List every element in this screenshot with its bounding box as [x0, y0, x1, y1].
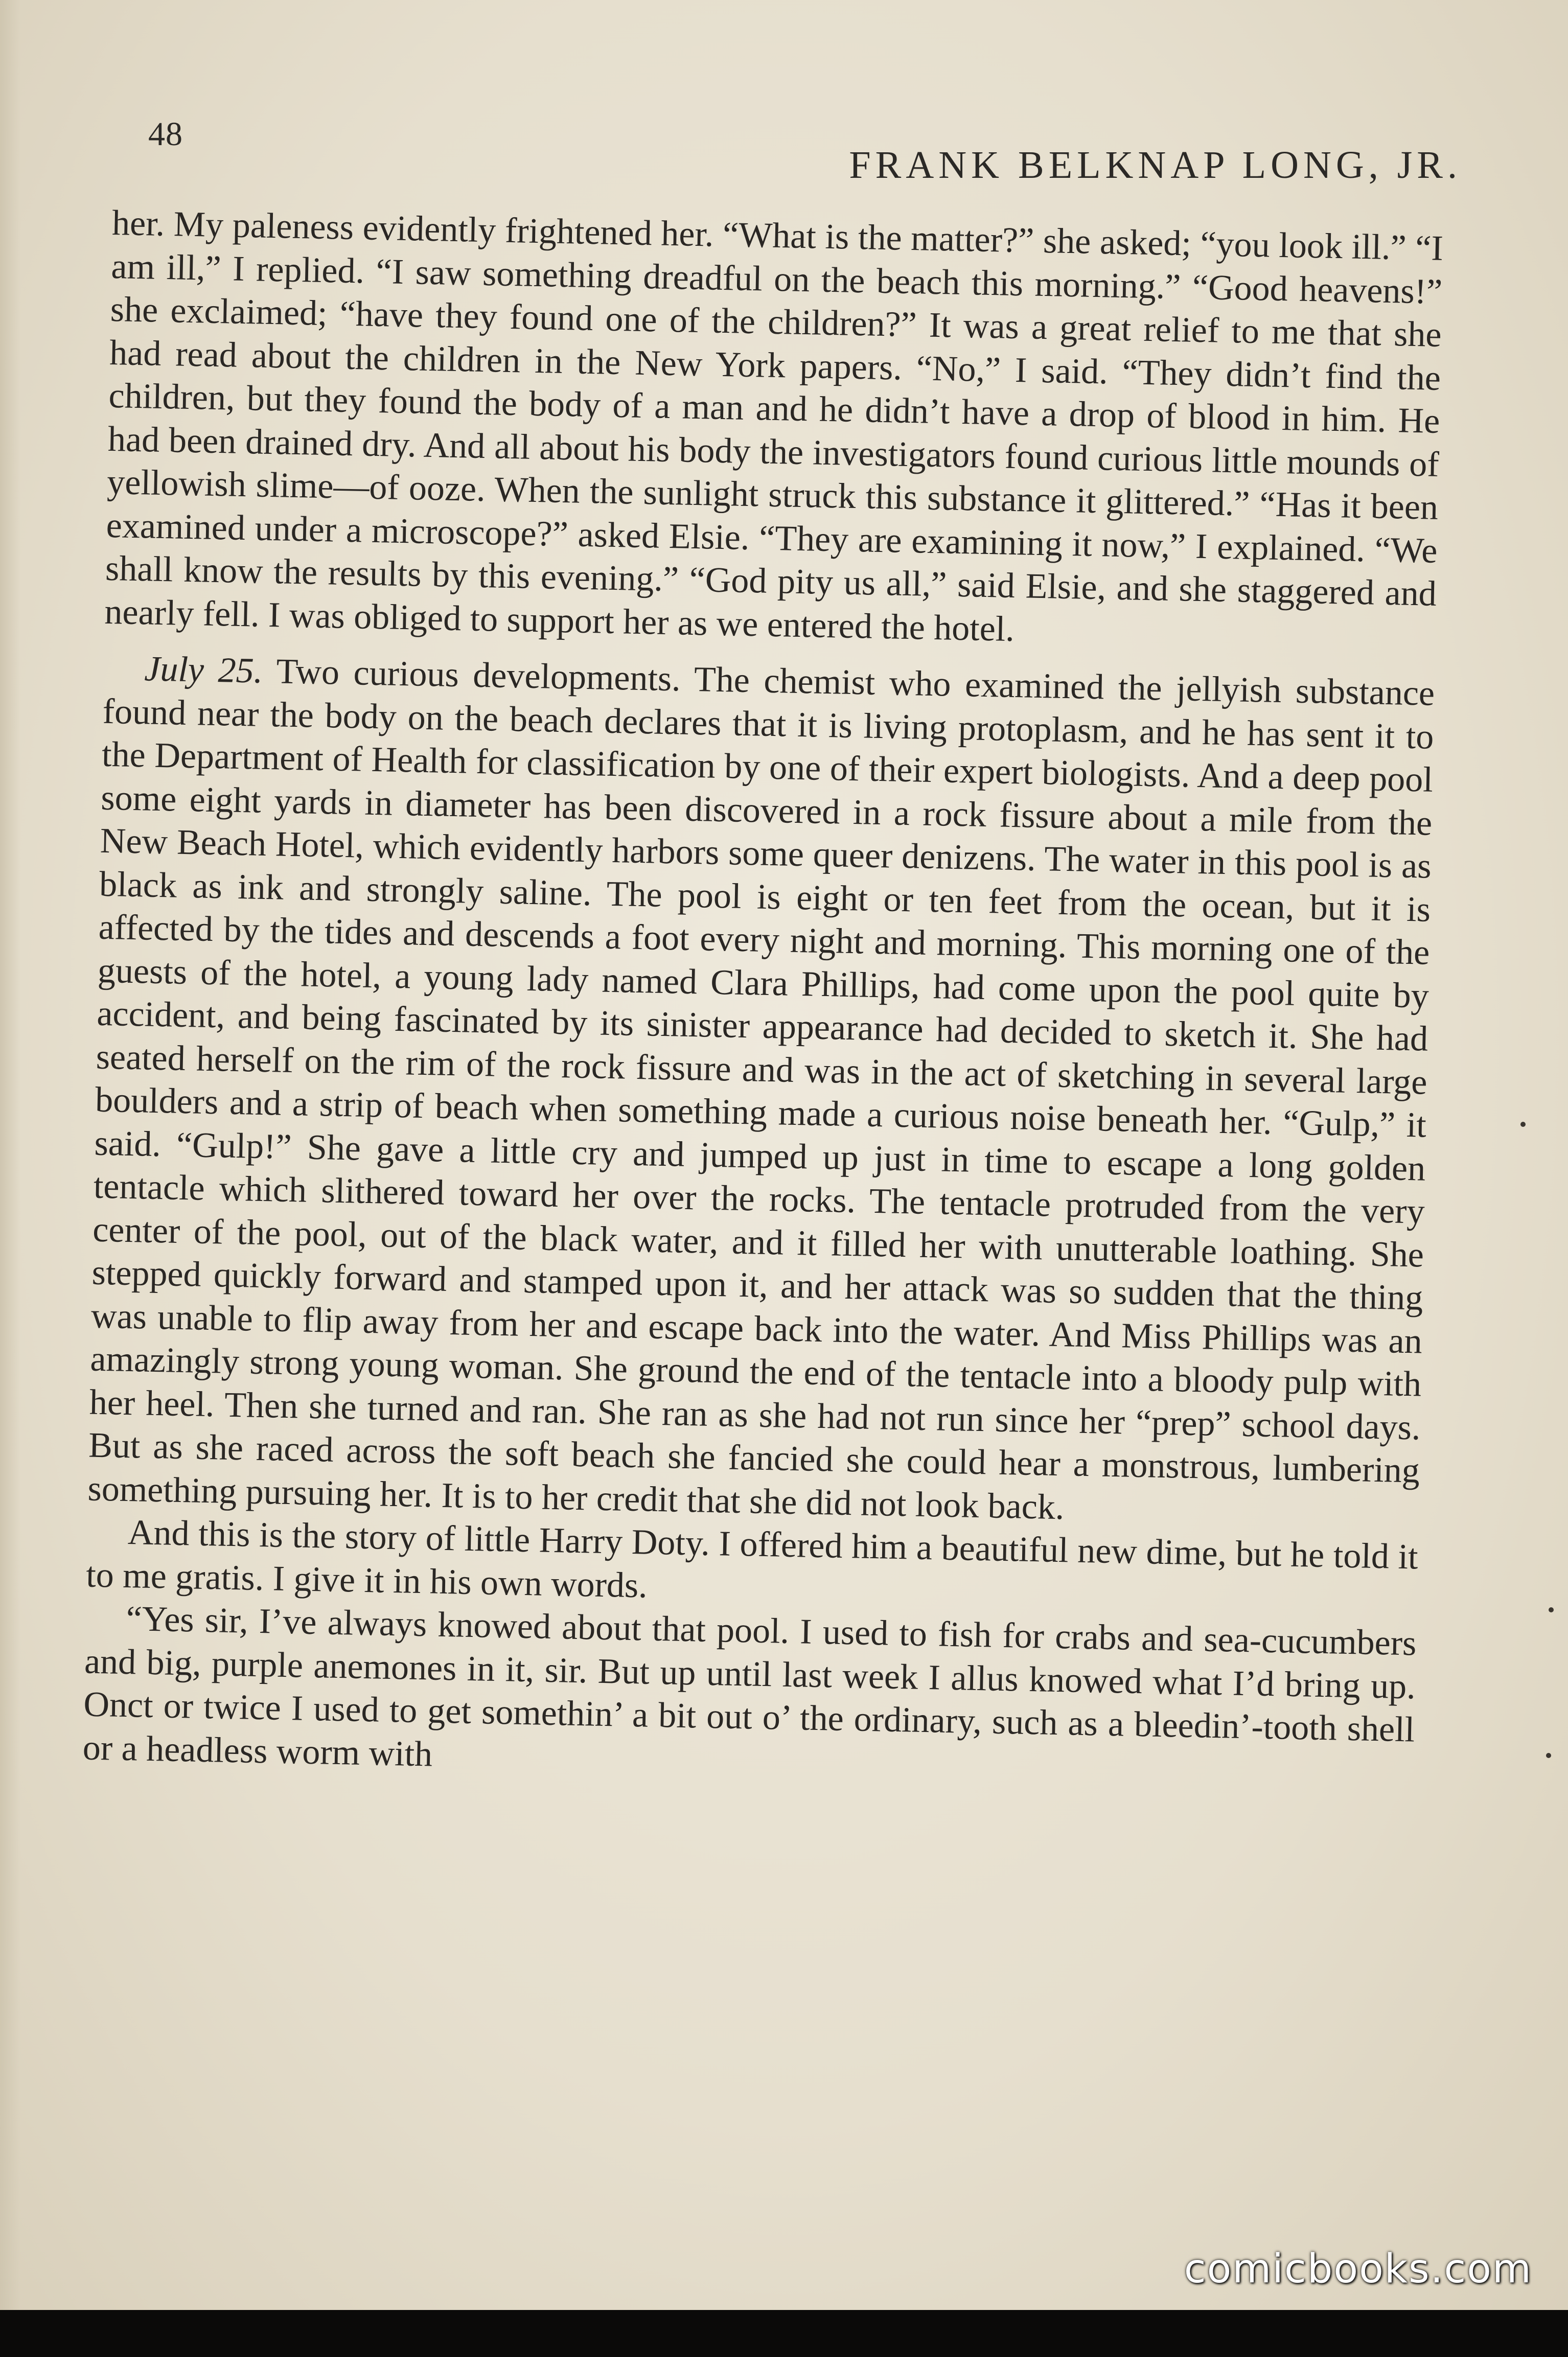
page-number: 48	[148, 115, 183, 153]
paragraph-july-25	[87, 647, 1435, 1536]
ink-speck	[1549, 1607, 1554, 1612]
paragraph-continued: her. My paleness evidently frightened her. “What is the matter?” she asked; “you look ill.” “I am ill,” I replied. “I saw something dreadful on the beach this morning.” “Good heavens!” she exclaimed; “have they found one of the children?” It was a great relief to me that she had read about the children in the New York papers. “No,” I said. “They didn’t find the children, but they found the body of a man and he didn’t have a drop of blood in him. He had been drained dry. And all about his body the investigators found curious little mounds of yellowish slime—of ooze. When the sunlight struck this substance it glittered.” “Has it been examined under a microscope?” asked Elsie. “They are examining it now,” I explained. “We shall know the results by this evening.” “God pity us all,” said Elsie, and she staggered and nearly fell. I was obliged to support her as we entered the hotel.	[104, 203, 1444, 649]
page-header	[148, 105, 1462, 187]
running-head-author: FRANK BELKNAP LONG, JR.	[849, 144, 1462, 187]
diary-date: July 25.	[144, 649, 263, 691]
watermark: comicbooks.com	[1184, 2246, 1532, 2292]
ink-speck	[1520, 1122, 1526, 1127]
ink-speck	[1546, 1753, 1551, 1758]
paragraph-july-25-text: Two curious developments. The chemist who examined the jellyish substance found near the body on the beach declares that it is living protoplasm, and he has sent it to the Department of Health for classification by one of their expert biologists. And a deep pool some eight yards in diameter has been discovered in a rock fissure about a mile from the New Beach Hotel, which evidently harbors some queer denizens. The water in this pool is as black as ink and strongly saline. The pool is eight or ten feet from the ocean, but it is affected by the tides and descends a foot every night and morning. This morning one of the guests of the hotel, a young lady named Clara Phillips, had come upon the pool quite by accident, and being fascinated by its sinister appearance had decided to sketch it. She had seated herself on the rim of the rock fissure and was in the act of sketching in several large boulders and a strip of beach when something made a curious noise beneath her. “Gulp,” it said. “Gulp!” She gave a little cry and jumped up just in time to escape a long golden tentacle which slithered toward her over the rocks. The tentacle protruded from the very center of the pool, out of the black water, and it filled her with unutterable loathing. She stepped quickly forward and stamped upon it, and her attack was so sudden that the thing was unable to flip away from her and escape back into the water. And Miss Phillips was an amazingly strong young woman. She ground the end of the tentacle into a bloody pulp with her heel. Then she turned and ran. She ran as she had not run since her “prep” school days. But as she raced across the soft beach she fancied she could hear a monstrous, lumbering something pursuing her. It is to her credit that she did not look back.	[87, 651, 1435, 1527]
body-text	[82, 202, 1443, 1795]
paragraph-harry-doty: And this is the story of little Harry Doty. I offered him a beautiful new dime, but he told it to me gratis. I give it in his own words.	[85, 1513, 1419, 1606]
paragraph-quote: “Yes sir, I’ve always knowed about that pool. I used to fish for crabs and sea-cucumbers and big, purple anemones in it, sir. But up until last week I allus knowed what I’d bring up. Onct or twice I used to get somethin’ a bit out o’ the ordinary, such as a bleedin’-tooth shell or a headless worm with	[82, 1599, 1417, 1774]
page-edge-shadow	[0, 0, 20, 2310]
